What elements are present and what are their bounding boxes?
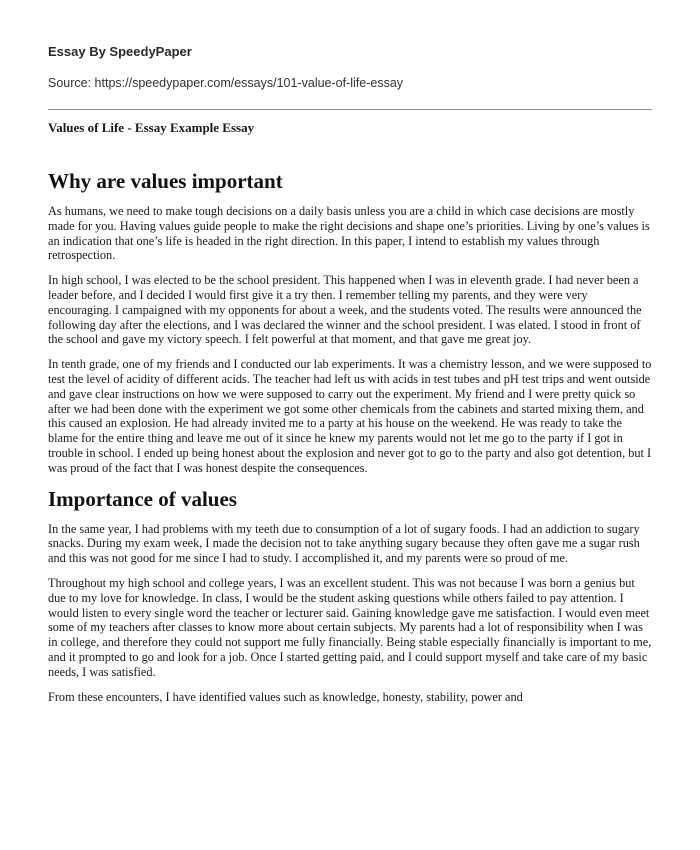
essay-body <box>48 168 652 714</box>
section-heading-importance: Importance of values <box>48 486 237 511</box>
brand-header: Essay By SpeedyPaper <box>48 44 192 59</box>
section-heading-why-values: Why are values important <box>48 169 283 193</box>
paragraph: As humans, we need to make tough decisions on a daily basis unless you are a child in which case decisions are mostly made for you. Having values guide people to make the right decisions and shape one’s priorities. Living by one’s values is an indication that one’s life is headed in the right direction. In this paper, I intend to establish my values through retrospection. <box>48 204 650 263</box>
paragraph: In tenth grade, one of my friends and I conducted our lab experiments. It was a chemistry lesson, and we were supposed to test the level of acidity of different acids. The teacher had left us with acids in test tubes and pH test trips and went outside and gave clear instructions on how we were supposed to carry out the experiment. My friend and I were pretty quick so after we had been done with the experiment we got some other chemicals from the cabinets and started mixing them, and this caused an explosion. He had already invited me to a party at his house on the weekend. He was ready to take the blame for the entire thing and leave me out of it since he knew my parents would not let me go to the party if I got in trouble in school. I ended up being honest about the explosion and never got to go to the party and also got detention, but I was proud of the fact that I was honest despite the consequences. <box>48 357 652 475</box>
essay-title: Values of Life - Essay Example Essay <box>48 120 255 135</box>
paragraph: Throughout my high school and college years, I was an excellent student. This was not because I was born a genius but due to my love for knowledge. In class, I would be the student asking questions while others failed to pay attention. I would listen to every single word the teacher or lecturer said. Gaining knowledge gave me satisfaction. I would even meet some of my teachers after classes to know more about certain subjects. My parents had a lot of responsibility when I was in college, and therefore they could not support me fully financially. Being stable especially financially is important to me, and it prompted to go and look for a job. Once I started getting paid, and I could support myself and take care of my basic needs, I was satisfied. <box>48 575 652 679</box>
paragraph: In the same year, I had problems with my teeth due to consumption of a lot of sugary foods. I had an addiction to sugary snacks. During my exam week, I made the decision not to take anything sugary because they often gave me a sugar rush and this was not good for me since I had to study. I accomplished it, and my parents were so proud of me. <box>48 521 640 566</box>
paragraph: From these encounters, I have identified values such as knowledge, honesty, stability, power and <box>48 689 523 704</box>
paragraph: In high school, I was elected to be the school president. This happened when I was in eleventh grade. I had never been a leader before, and I decided I would first give it a try then. I remember telling my parents, and they were very encouraging. I campaigned with my opponents for about a week, and the students voted. The results were announced the following day after the elections, and I was declared the winner and the school president. I was elated. I stood in front of the school and gave my victory speech. I felt powerful at that moment, and that gave me great joy. <box>48 273 642 347</box>
header-divider <box>48 109 652 110</box>
source-line: Source: https://speedypaper.com/essays/101-value-of-life-essay <box>48 76 404 90</box>
